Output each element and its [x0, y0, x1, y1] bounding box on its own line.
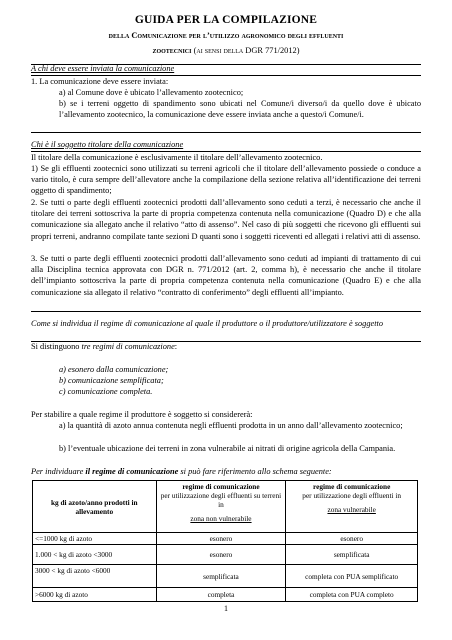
page-number: 1	[224, 604, 228, 613]
cell-vulnerable: completa con PUA completo	[286, 588, 418, 602]
criteria-lead: Per stabilire a quale regime il produttore è soggetto si considererà:	[31, 410, 253, 419]
section3-intro	[31, 341, 421, 352]
scheme-intro-tail: si può fare riferimento allo schema seguente:	[178, 467, 332, 476]
header-non-vulnerable	[156, 481, 286, 533]
divider	[31, 311, 421, 312]
cell-range: <=1000 kg di azoto	[33, 533, 157, 545]
section2-p2: 2. Se tutti o parte degli effluenti zootecnici prodotti dall’allevamento sono ceduti a terzi, è necessario che anche il titolare dei terreni sottoscriva la parte di propria competenza contenuta nella comunicazione (Quadro D) e che alla comunicazione sia allegato anche il relativo “atto di assenso”. Nel caso di più soggetti che ricevono gli effluenti sui propri terreni, andranno compilate tante sezioni D quanti sono i soggetti riceventi ed allegati i relativi atti di assenso.	[31, 198, 421, 241]
section2-p3: 3. Se tutti o parte degli effluenti zootecnici prodotti dall’allevamento sono ceduti ad impianti di trattamento di cui alla Disciplina tecnica approvata con DGR n. 771/2012 (art. 2, comma h), è necessario che anche il titolare dell’impianto sottoscriva la parte di propria competenza contenuta nella comunicazione (Quadro E) e che alla comunicazione sia allegato il relativo “contratto di conferimento” degli effluenti all’impianto.	[31, 254, 421, 297]
divider	[31, 132, 421, 133]
intro-colon: :	[174, 342, 178, 351]
section2-p0: Il titolare della comunicazione è esclusivamente il titolare dell’allevamento zootecnico.	[31, 153, 323, 162]
cell-vulnerable: semplificata	[286, 545, 418, 565]
section1-item-a: a) al Comune dove è ubicato l’allevamento zootecnico;	[59, 88, 244, 97]
regime-scheme-table	[32, 480, 418, 602]
criteria-a: a) la quantità di azoto annua contenuta negli effluenti prodotta in un anno dall’allevamento zootecnico;	[59, 421, 403, 430]
section1-heading: A chi deve essere inviata la comunicazione	[31, 64, 175, 73]
cell-non-vulnerable: completa	[156, 588, 286, 602]
header-vulnerable	[286, 481, 418, 533]
header-zone-non-vulnerable: zona non vulnerabile	[190, 514, 252, 523]
header-regime-label: regime di comunicazione	[182, 482, 260, 491]
table-row	[33, 545, 418, 565]
subtitle-reference: (ai sensi della DGR 771/2012)	[193, 46, 300, 55]
scheme-intro-bold: il regime di comunicazione	[85, 467, 179, 476]
cell-non-vulnerable: esonero	[156, 545, 286, 565]
table-row	[33, 533, 418, 545]
header-kg-azoto	[33, 481, 157, 533]
table-header-row	[33, 481, 418, 533]
cell-non-vulnerable: esonero	[156, 533, 286, 545]
intro-emphasis: tre regimi di comunicazione	[81, 342, 175, 351]
list-item: b) comunicazione semplificata;	[59, 376, 164, 386]
document-subtitle: della Comunicazione per l’utilizzo agronomico degli effluenti	[108, 31, 344, 40]
cell-range: 1.000 < kg di azoto <3000	[33, 545, 157, 565]
section2-p1: 1) Se gli effluenti zootecnici sono utilizzati su terreni agricoli che il titolare dell’allevamento possiede o conduce a vario titolo, è cura sempre dell’allevatore anche la compilazione della sezione relativa all’identificazione dei terreni oggetto di spandimento;	[31, 164, 421, 196]
section2-heading: Chi è il soggetto titolare della comunicazione	[31, 140, 184, 149]
cell-range: 3000 < kg di azoto <6000	[33, 565, 157, 588]
list-item: c) comunicazione completa.	[59, 387, 153, 397]
cell-non-vulnerable: semplificata	[156, 565, 286, 588]
section1-item-b: b) se i terreni oggetto di spandimento sono ubicati nel Comune/i diverso/i da quello dove è ubicato l’allevamento zootecnico, la comunicazione deve essere inviata anche a questo/i Comune/i.	[59, 99, 421, 120]
section1-lead: 1. La comunicazione deve essere inviata:	[31, 77, 169, 86]
table-row	[33, 565, 418, 588]
header-kg-azoto-text: kg di azoto/anno prodotti in allevamento	[50, 497, 138, 516]
cell-vulnerable: esonero	[286, 533, 418, 545]
document-title: GUIDA PER LA COMPILAZIONE	[134, 14, 318, 26]
list-item: a) esonero dalla comunicazione;	[59, 365, 169, 374]
table-row	[33, 588, 418, 602]
header-regime-desc: per utilizzazione degli effluenti in	[302, 491, 402, 500]
criteria-b: b) l’eventuale ubicazione dei terreni in zona vulnerabile ai nitrati di origine agricola della Campania.	[59, 444, 396, 453]
header-zone-vulnerable: zona vulnerabile	[327, 505, 376, 514]
regime-list	[31, 364, 421, 398]
document-subtitle-ref	[0, 46, 452, 55]
cell-vulnerable: completa con PUA semplificato	[286, 565, 418, 588]
subtitle-zootecnici: zootecnici	[152, 46, 192, 55]
scheme-intro-text: Per individuare	[31, 467, 86, 476]
intro-text: Si distinguono	[31, 342, 82, 351]
header-regime-desc: per utilizzazione degli effluenti su terreni in	[160, 491, 282, 509]
cell-range: >6000 kg di azoto	[33, 588, 157, 602]
scheme-intro	[31, 466, 421, 477]
section3-heading: Come si individua il regime di comunicazione al quale il produttore o il produttore/utilizzatore è soggetto	[31, 319, 384, 328]
header-regime-label: regime di comunicazione	[313, 482, 391, 491]
